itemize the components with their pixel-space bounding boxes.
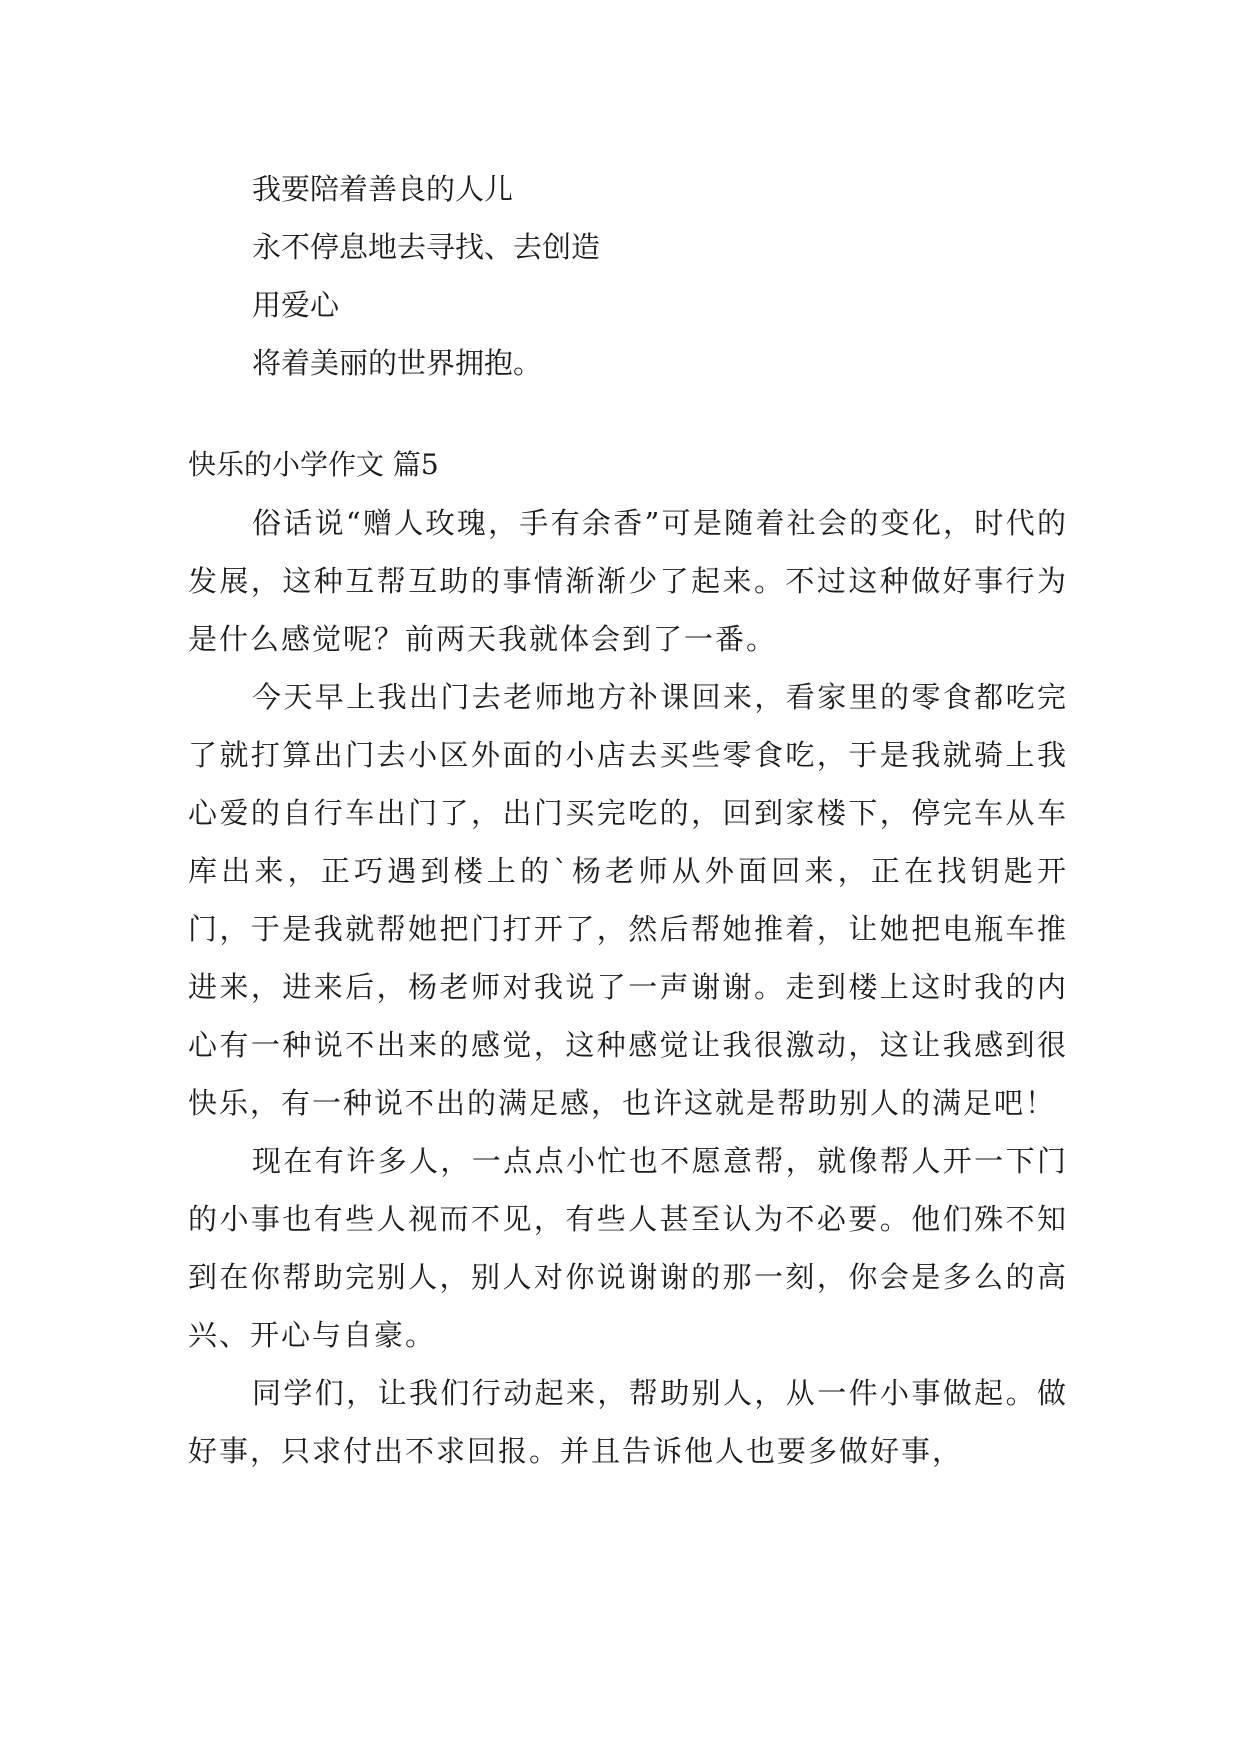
poem-line: 我要陪着善良的人儿 bbox=[252, 172, 514, 206]
poem-block bbox=[188, 160, 1068, 392]
poem-line: 将着美丽的世界拥抱。 bbox=[252, 346, 543, 380]
document-body bbox=[188, 160, 1068, 1480]
paragraph: 同学们，让我们行动起来，帮助别人，从一件小事做起。做好事，只求付出不求回报。并且告诉他人也要多做好事， bbox=[188, 1376, 1068, 1468]
poem-line: 永不停息地去寻找、去创造 bbox=[252, 230, 601, 264]
paragraph: 今天早上我出门去老师地方补课回来，看家里的零食都吃完了就打算出门去小区外面的小店去买些零食吃，于是我就骑上我心爱的自行车出门了，出门买完吃的，回到家楼下，停完车从车库出来，正巧遇到楼上的`杨老师从外面回来，正在找钥匙开门，于是我就帮她把门打开了，然后帮她推着，让她把电瓶车推进来，进来后，杨老师对我说了一声谢谢。走到楼上这时我的内心有一种说不出来的感觉，这种感觉让我很激动，这让我感到很快乐，有一种说不出的满足感，也许这就是帮助别人的满足吧！ bbox=[188, 680, 1068, 1120]
poem-line: 用爱心 bbox=[252, 288, 340, 322]
section-heading: 快乐的小学作文 篇5 bbox=[188, 448, 439, 481]
paragraph: 现在有许多人，一点点小忙也不愿意帮，就像帮人开一下门的小事也有些人视而不见，有些人甚至认为不必要。他们殊不知到在你帮助完别人，别人对你说谢谢的那一刻，你会是多么的高兴、开心与自豪。 bbox=[188, 1144, 1068, 1352]
paragraph: 俗话说“赠人玫瑰，手有余香”可是随着社会的变化，时代的发展，这种互帮互助的事情渐渐少了起来。不过这种做好事行为是什么感觉呢？前两天我就体会到了一番。 bbox=[188, 506, 1068, 656]
